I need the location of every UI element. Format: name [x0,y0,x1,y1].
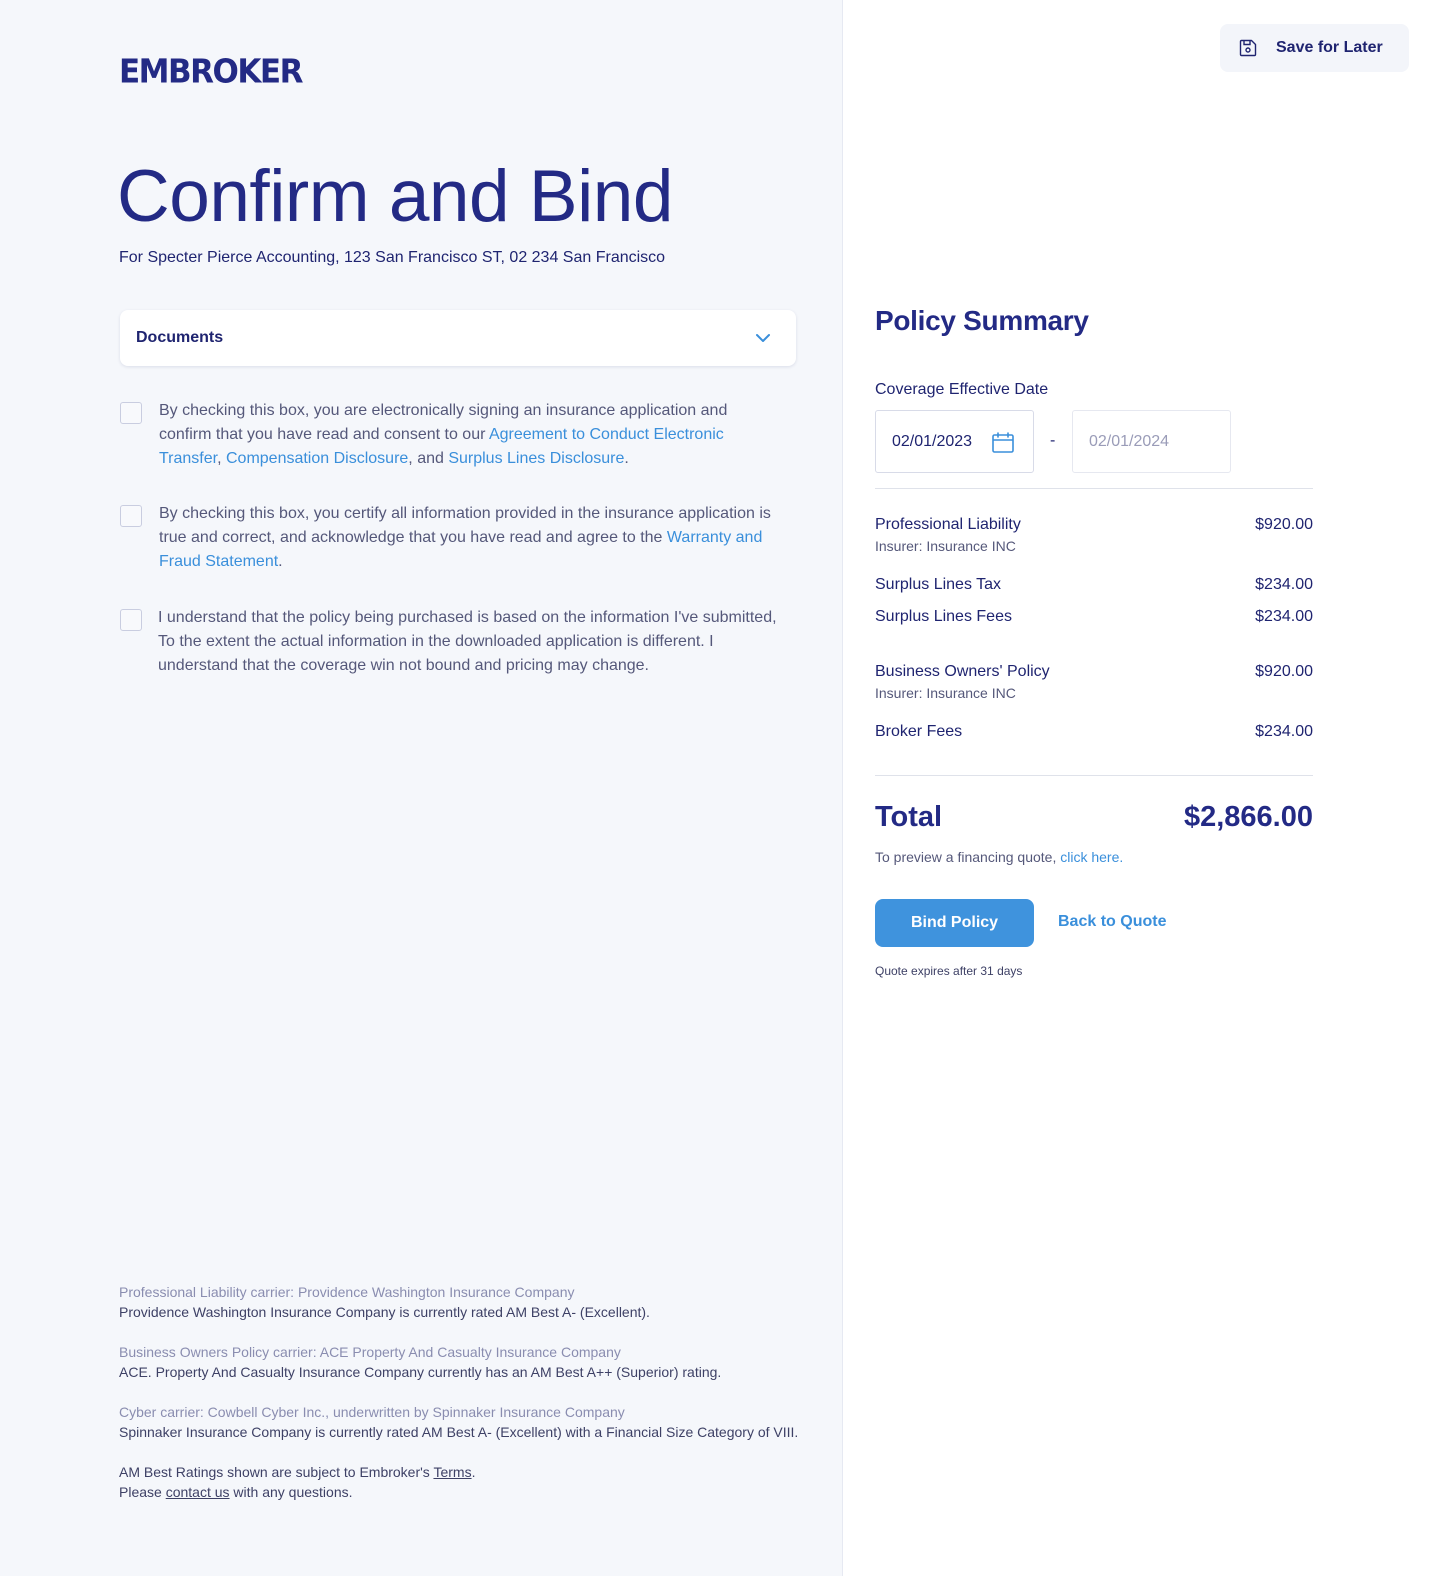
end-date-value: 02/01/2024 [1089,432,1170,450]
consent-understand-checkbox[interactable] [120,609,142,631]
coverage-effective-date-label: Coverage Effective Date [875,381,1049,398]
line-item-business-owners-policy [875,663,1313,701]
consent-text: By checking this box, you certify all information provided in the insurance application is true and correct, and acknowledge that you have read and agree to the [159,505,771,546]
total-label: Total [875,801,943,833]
carrier-block [119,1402,809,1442]
consent-text: , [217,450,226,467]
carrier-rating: Spinnaker Insurance Company is currently rated AM Best A- (Excellent) with a Financial Size Category of VIII. [119,1424,799,1440]
agreement-electronic-transfer-link[interactable]: Agreement to Conduct Electronic Transfer [159,426,724,467]
embroker-logo[interactable]: EMBROKER [119,53,302,91]
line-item-surplus-lines-fees [875,608,1313,626]
carrier-disclosures [119,1282,809,1502]
consent-text: I understand that the policy being purchased is based on the information I've submitted, To the extent the actual information in the downloaded application is different. I understand that the coverage win not bound and pricing may change. [158,609,777,674]
consent-esign-checkbox[interactable] [120,402,142,424]
total-row [875,801,1313,834]
line-item-amount: $234.00 [1255,576,1313,593]
chevron-down-icon[interactable] [754,329,772,347]
divider [875,488,1313,489]
consent-certify-checkbox[interactable] [120,505,142,527]
bind-policy-button[interactable]: Bind Policy [875,899,1034,947]
line-item-insurer: Insurer: Insurance INC [875,538,1016,554]
consent-text: , and [408,450,449,467]
save-for-later-button[interactable] [1220,24,1409,72]
contact-suffix: with any questions. [229,1484,353,1500]
consent-esign-text [159,399,780,471]
carrier-title: Business Owners Policy carrier: ACE Property And Casualty Insurance Company [119,1344,621,1360]
documents-accordion[interactable] [120,310,796,366]
consent-understand-row [120,606,780,678]
carrier-title: Professional Liability carrier: Providence Washington Insurance Company [119,1284,575,1300]
terms-note [119,1462,809,1482]
page-title: Confirm and Bind [117,156,674,237]
financing-prefix: To preview a financing quote, [875,849,1061,865]
save-icon [1238,38,1258,58]
consent-esign-row [120,399,780,471]
financing-note [875,849,1123,865]
back-to-quote-link[interactable]: Back to Quote [1058,913,1167,930]
line-item-insurer: Insurer: Insurance INC [875,685,1016,701]
page-subtitle: For Specter Pierce Accounting, 123 San Francisco ST, 02 234 San Francisco [119,249,666,266]
divider [875,775,1313,776]
line-item-name: Surplus Lines Fees [875,608,1012,625]
carrier-block [119,1342,809,1382]
documents-label: Documents [136,329,224,346]
line-item-surplus-lines-tax [875,576,1313,594]
carrier-title: Cyber carrier: Cowbell Cyber Inc., underwritten by Spinnaker Insurance Company [119,1404,625,1420]
terms-suffix: . [471,1464,476,1480]
start-date-picker[interactable] [875,410,1034,473]
start-date-value: 02/01/2023 [892,432,973,450]
line-item-name: Professional Liability [875,516,1021,533]
consent-text: . [624,450,629,467]
contact-note [119,1482,809,1502]
line-item-name: Broker Fees [875,723,963,740]
warranty-fraud-statement-link[interactable]: Warranty and Fraud Statement [159,529,763,570]
line-item-amount: $234.00 [1255,608,1313,625]
terms-prefix: AM Best Ratings shown are subject to Embroker's [119,1464,434,1480]
quote-expiry-note: Quote expires after 31 days [875,964,1023,978]
line-item-amount: $920.00 [1255,663,1313,680]
carrier-block [119,1282,809,1322]
line-item-amount: $920.00 [1255,516,1313,533]
consent-certify-row [120,502,780,574]
date-range-separator: - [1050,432,1056,449]
total-value: $2,866.00 [1183,801,1313,833]
surplus-lines-disclosure-link[interactable]: Surplus Lines Disclosure [448,450,625,467]
save-for-later-label: Save for Later [1276,39,1383,56]
line-item-amount: $234.00 [1255,723,1313,740]
calendar-icon[interactable] [991,431,1015,455]
consent-certify-text [159,502,780,574]
consent-understand-text [158,606,780,678]
compensation-disclosure-link[interactable]: Compensation Disclosure [225,450,409,467]
terms-link[interactable]: Terms [433,1464,472,1480]
summary-panel [843,0,1440,1576]
line-item-broker-fees [875,723,1313,741]
policy-summary-title: Policy Summary [875,305,1089,336]
contact-us-link[interactable]: contact us [165,1484,230,1500]
financing-quote-link[interactable]: click here. [1060,849,1124,865]
carrier-rating: ACE. Property And Casualty Insurance Company currently has an AM Best A++ (Superior) rating. [119,1364,722,1380]
carrier-rating: Providence Washington Insurance Company is currently rated AM Best A- (Excellent). [119,1304,650,1320]
consent-text: By checking this box, you are electronically signing an insurance application and confirm that you have read and consent to our [159,402,728,443]
end-date-field [1072,410,1231,473]
line-item-professional-liability [875,516,1313,554]
line-item-name: Surplus Lines Tax [875,576,1001,593]
contact-prefix: Please [119,1484,166,1500]
consent-text: . [278,553,283,570]
line-item-name: Business Owners' Policy [875,663,1050,680]
